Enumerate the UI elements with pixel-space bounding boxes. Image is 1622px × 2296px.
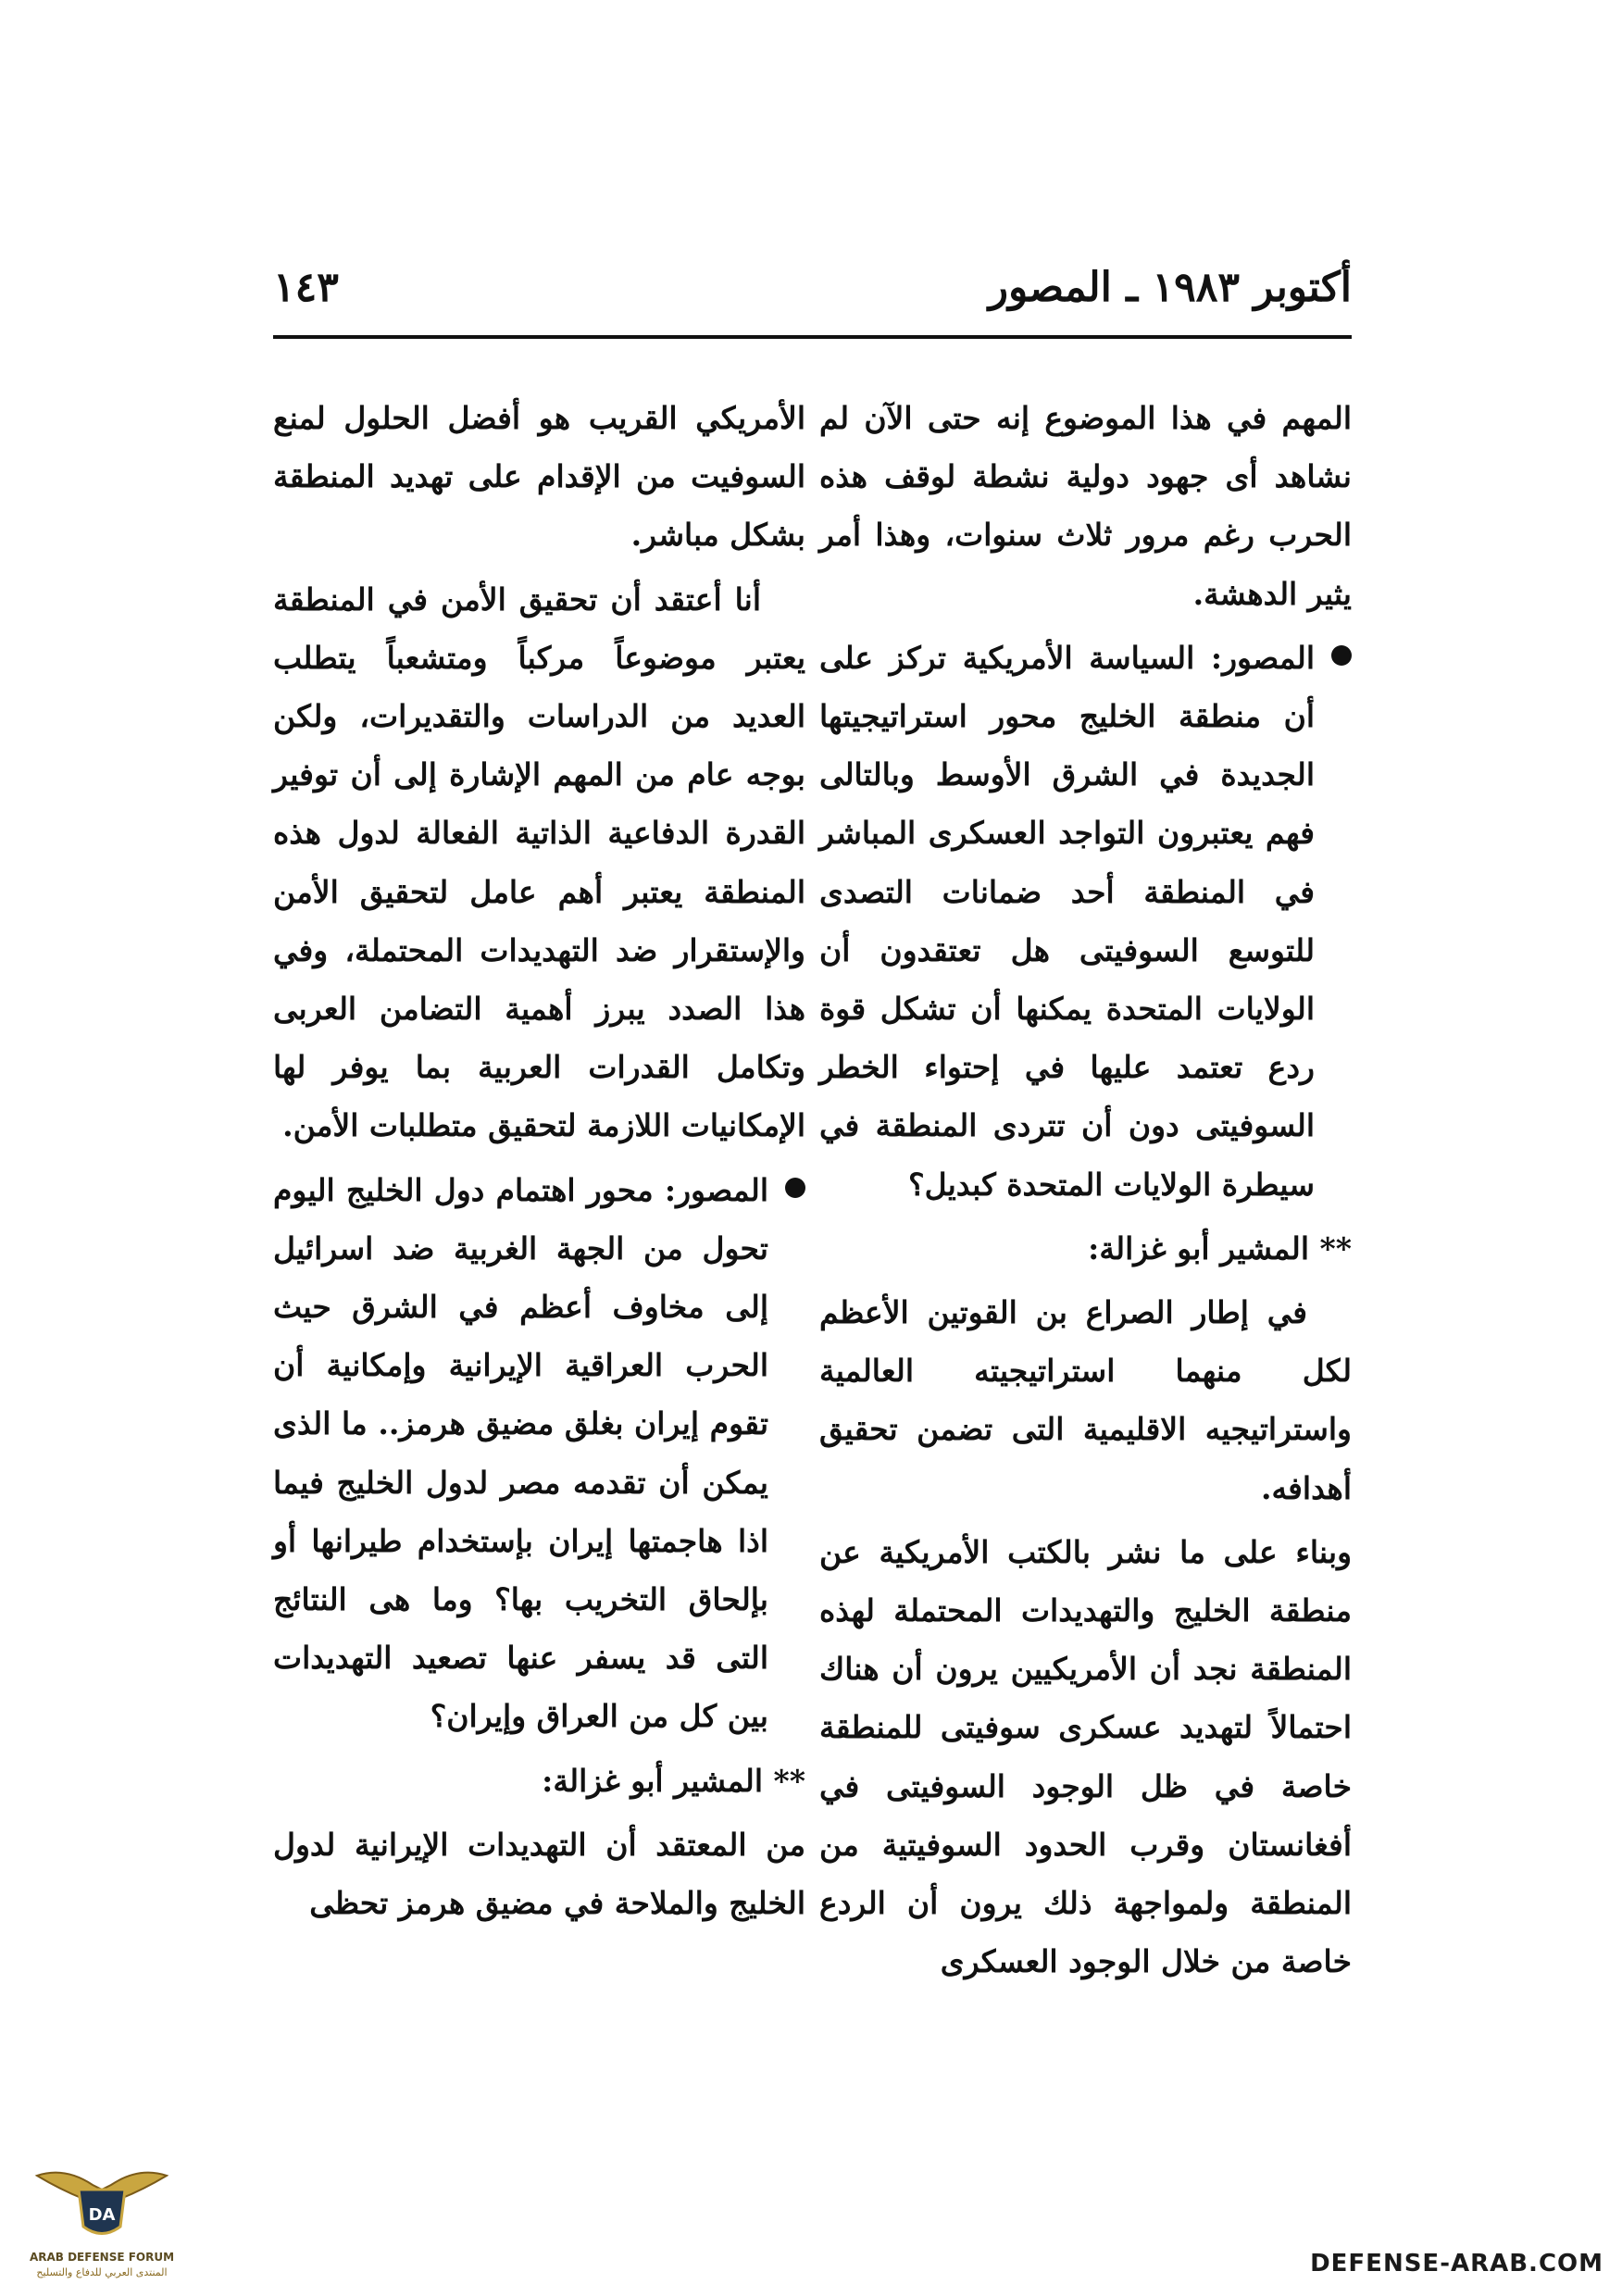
eagle-shield-icon <box>28 2148 176 2250</box>
page-header <box>273 264 1352 329</box>
question-paragraph <box>273 1161 805 1746</box>
logo-label: ARAB DEFENSE FORUM <box>29 2251 175 2264</box>
speaker-label: ** المشير أبو غزالة: <box>1088 1229 1352 1267</box>
question-text: المصور: السياسة الأمريكية تركز على أن منطقة الخليج محور استراتيجيتها الجديدة في الشرق الأوسط وبالتالى فهم يعتبرون التواجد العسكرى المباشر في المنطقة أحد ضمانات التصدى للتوسع السوفيتى هل تعتقدون أن الولايات المتحدة يمكنها أن تشكل قوة ردع تعتمد عليها في إحتواء الخطر السوفيتى دون أن تتردى المنطقة في سيطرة الولايات المتحدة كبديل؟ <box>819 639 1315 1203</box>
paragraph: في إطار الصراع بن القوتين الأعظم لكل منهما استراتيجيته العالمية واستراتيجيه الاقليمية التى تضمن تحقيق أهدافه. <box>819 1294 1352 1506</box>
speaker-label: ** المشير أبو غزالة: <box>542 1762 805 1799</box>
question-paragraph <box>819 629 1352 1214</box>
running-title: أكتوبر ١٩٨٣ ـ المصور <box>988 264 1352 311</box>
bullet-icon <box>785 1178 805 1198</box>
header-rule <box>273 335 1352 339</box>
paragraph: وبناء على ما نشر بالكتب الأمريكية عن منطقة الخليج والتهديدات المحتملة لهذه المنطقة نجد أن الأمريكيين يرون أن هناك احتمالاً لتهديد عسكرى سوفيتى للمنطقة خاصة في ظل الوجود السوفيتى في أفغانستان وقرب الحدود السوفيتية من المنطقة ولمواجهة ذلك يرون أن الردع خاصة من خلال الوجود العسكرى <box>819 1533 1352 1980</box>
paragraph: أنا أعتقد أن تحقيق الأمن في المنطقة يعتبر موضوعاً مركباً ومتشعباً يتطلب العديد من الدراسات والتقديرات، ولكن بوجه عام من المهم الإشارة إلى أن توفير القدرة الدفاعية الذاتية الفعالة لدول هذه المنطقة يعتبر أهم عامل لتحقيق الأمن والإستقرار ضد التهديدات المحتملة، وفي هذا الصدد يبرز أهمية التضامن العربى وتكامل القدرات العربية بما يوفر لها الإمكانيات اللازمة لتحقيق متطلبات الأمن. <box>273 580 805 1144</box>
left-column <box>273 389 805 1938</box>
bullet-icon <box>1331 645 1352 666</box>
paragraph: الأمريكي القريب هو أفضل الحلول لمنع السوفيت من الإقدام على تهديد المنطقة بشكل مباشر. <box>273 400 805 554</box>
forum-logo <box>28 2148 176 2287</box>
question-text: المصور: محور اهتمام دول الخليج اليوم تحول من الجهة الغربية ضد اسرائيل إلى مخاوف أعظم في الشرق حيث الحرب العراقية الإيرانية وإمكانية أن تقوم إيران بغلق مضيق هرمز.. ما الذى يمكن أن تقدمه مصر لدول الخليج فيما اذا هاجمتها إيران بإستخدام طيرانها أو بإلحاق التخريب بها؟ وما هى النتائج التى قد يسفر عنها تصعيد التهديدات بين كل من العراق وإيران؟ <box>273 1171 768 1735</box>
site-watermark: DEFENSE-ARAB.COM <box>1310 2250 1603 2277</box>
paragraph: المهم في هذا الموضوع إنه حتى الآن لم نشاهد أى جهود دولية نشطة لوقف هذه الحرب رغم مرور ثلاث سنوات، وهذا أمر يثير الدهشة. <box>819 400 1352 612</box>
page-number: ١٤٣ <box>273 264 339 311</box>
logo-mark: DA <box>88 2205 116 2225</box>
logo-sub-label: المنتدى العربي للدفاع والتسليح <box>36 2266 168 2278</box>
right-column <box>819 389 1352 1996</box>
paragraph: من المعتقد أن التهديدات الإيرانية لدول الخليج والملاحة في مضيق هرمز تحظى <box>273 1826 805 1922</box>
